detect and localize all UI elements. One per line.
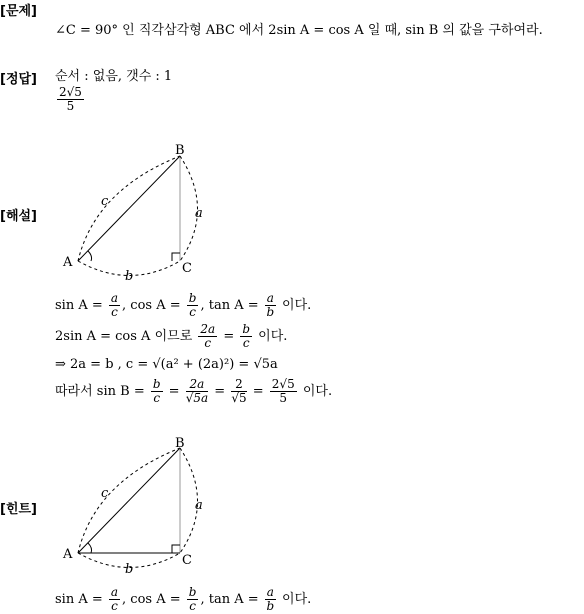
answer-value [55,86,86,113]
side-b-label: b [125,269,134,284]
solution-line-2: 2sin A = cos A 이므로 $\frac{2a}{c}$ = $\frac{b}{c}$ 이다. [55,322,288,350]
answer-numerator: 2√5 [59,85,82,99]
hint-side-c-label: c [101,486,109,501]
hint-side-a-label: a [195,498,203,513]
vertex-c-label: C [182,261,192,276]
hint-header: [힌트] [0,502,37,517]
hint-right-angle-mark [172,545,180,553]
solution-line-3: ⇒ 2a = b , c = √(a² + (2a)²) = √5a [55,357,278,372]
hint-side-c-line [78,448,180,553]
hint-vertex-a-label: A [63,547,73,562]
hint-angle-a-mark [88,543,92,553]
vertex-b-label: B [175,143,185,158]
side-a-label: a [195,206,203,221]
solution-triangle-diagram [55,140,235,285]
angle-a-mark [88,251,92,261]
solution-line-1: sin A = $\frac{a}{c}$ , cos A = $\frac{b}{c}$ , tan A = $\frac{a}{b}$ 이다. [55,291,312,319]
hint-triangle-diagram [55,432,235,577]
problem-text: ∠C = 90° 인 직각삼각형 ABC 에서 2sin A = cos A 일 때, sin B 의 값을 구하여라. [55,23,543,38]
problem-header: [문제] [0,4,37,19]
hint-vertex-c-label: C [182,553,192,568]
right-angle-mark [172,253,180,261]
solution-line-4: 따라서 sin B = $\frac{b}{c}$ = $\frac{2a}{√5a}$ = $\frac{2}{√5}$ = $\frac{2√5}{5}$ 이다. [55,377,333,405]
answer-header: [정답] [0,72,37,87]
side-c-line [78,156,180,261]
side-c-label: c [101,194,109,209]
vertex-a-label: A [63,255,73,270]
hint-line: sin A = $\frac{a}{c}$ , cos A = $\frac{b}{c}$ , tan A = $\frac{a}{b}$ 이다. [55,585,312,613]
solution-header: [해설] [0,209,37,224]
hint-vertex-b-label: B [175,436,185,451]
answer-meta: 순서 : 없음, 갯수 : 1 [55,69,173,84]
answer-denominator: 5 [66,99,75,113]
hint-side-b-label: b [125,562,134,577]
